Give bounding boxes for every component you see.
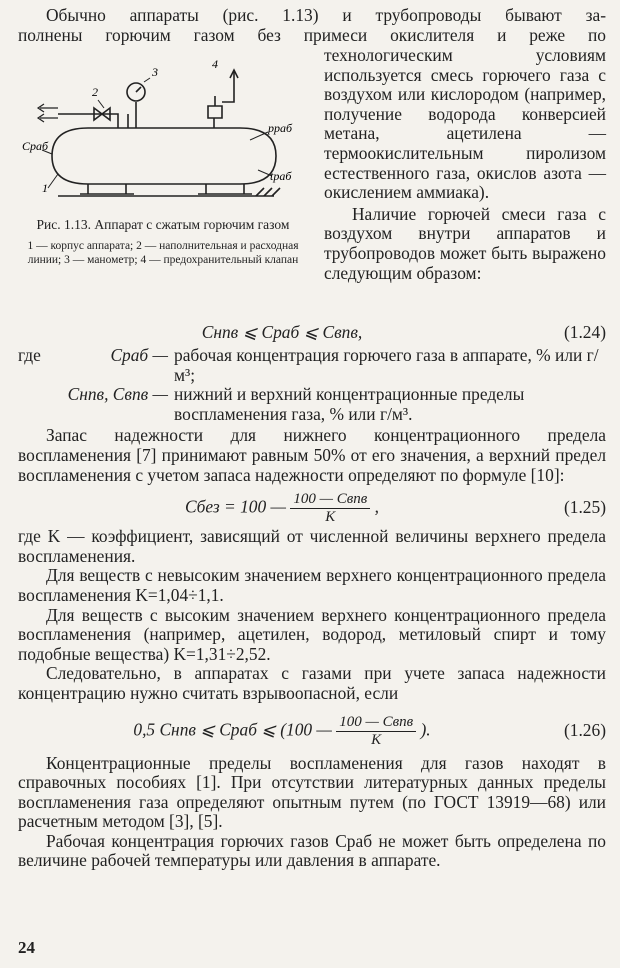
high-paragraph: Для веществ с высоким значением верхнего концентрационного предела воспламенения (например, ацетилен, водород, метиловый спирт и тому подобные вещества) K=1,31÷2,52. <box>18 604 606 664</box>
label-4: 4 <box>212 57 218 71</box>
right-paragraph: технологическим условиям используется смесь горючего газа с воздухом или кислородом (например, получение водорода конверсией метана, ацетилена — термоокислительным пиролизом естественного газа, окислов азота — окислением аммиака). <box>324 45 606 203</box>
top-line-2: полнены горючим газом без примеси окислителя и реже по <box>18 24 606 45</box>
top-lines <box>18 6 606 45</box>
label-3: 3 <box>152 65 158 79</box>
def-text-2: нижний и верхний концентрационные пределы воспламенения газа, % или г/м³. <box>174 384 525 424</box>
figure-caption: Рис. 1.13. Аппарат с сжатым горючим газом <box>36 217 290 232</box>
right-paragraph-2: Наличие горючей смеси газа с воздухом внутри аппаратов и трубопроводов может быть выражено следующим образом: <box>324 203 606 283</box>
formula-1-24 <box>18 318 606 346</box>
apparatus-drawing <box>18 56 308 206</box>
formula-1-26-number: (1.26) <box>563 719 606 740</box>
page <box>18 0 606 968</box>
where-label: где Cраб — <box>18 345 168 365</box>
k-paragraph: где K — коэффициент, зависящий от численной величины верхнего предела воспламенения. <box>18 526 606 566</box>
def-symbol-1: Cраб — <box>110 345 168 365</box>
def-symbol-2: Cнпв, Cвпв — <box>67 384 168 405</box>
formula-1-25-number: (1.25) <box>563 497 606 518</box>
page-number: 24 <box>18 938 35 957</box>
reference-paragraph: Концентрационные пределы воспламенения для газов находят в справочных пособиях [1]. При отсутствии литературных данных пределы воспламенения газа определяют опытным путем (по ГОСТ 13919—68) или расчетным методом [3], [5]. <box>18 752 606 832</box>
last-paragraph: Рабочая концентрация горючих газов Cраб не может быть определена по величине рабочей температуры или давления в аппарате. <box>18 830 606 871</box>
formula-1-24-body: Cнпв ⩽ Cраб ⩽ Cвпв, <box>201 322 363 342</box>
formula-1-25: Cбез = 100 — $\frac{\text{100 — Cвпв}}{K}$ , (1.25) <box>185 491 606 526</box>
right-column <box>324 46 606 283</box>
figure-legend: 1 — корпус аппарата; 2 — наполнительная и расходная линии; 3 — манометр; 4 — предохранительный клапан <box>27 240 299 266</box>
figure <box>18 56 308 267</box>
label-c: Сраб <box>22 139 49 153</box>
label-t: tраб <box>270 169 292 183</box>
formula-1-25-left: Cбез = 100 — <box>185 496 286 517</box>
formula-1-24-number: (1.24) <box>563 322 606 342</box>
definitions <box>18 346 606 424</box>
formula-1-26: 0,5 Cнпв ⩽ Cраб ⩽ (100 — $\frac{\text{100 — Cвпв}}{K}$ ). (1.26) <box>133 713 606 748</box>
label-p: pраб <box>268 121 293 135</box>
top-line-1: Обычно аппараты (рис. 1.13) и трубопроводы бывают за- <box>46 5 606 25</box>
formula-1-26-left: 0,5 Cнпв ⩽ Cраб ⩽ (100 — <box>133 719 332 739</box>
low-paragraph: Для веществ с невысоким значением верхнего концентрационного предела воспламенения K=1,04÷1,1. <box>18 565 606 605</box>
hence-paragraph: Следовательно, в аппаратах с газами при учете запаса надежности концентрацию нужно считать взрывоопасной, если <box>18 663 606 703</box>
label-2: 2 <box>92 85 98 99</box>
label-1: 1 <box>42 181 48 195</box>
formula-1-25-fraction: $\frac{\text{100 — Cвпв}}{K}$ <box>290 491 370 526</box>
def-text-1: рабочая концентрация горючего газа в аппарате, % или г/м³; <box>174 345 599 385</box>
formula-1-26-fraction: $\frac{\text{100 — Cвпв}}{K}$ <box>336 714 416 749</box>
reserve-paragraph: Запас надежности для нижнего концентрационного предела воспламенения [7] принимают равным 50% от его значения, а верхний предел воспламенения с учетом запаса надежности определяют по формуле [10]: <box>18 425 606 485</box>
lower-body <box>18 318 606 871</box>
